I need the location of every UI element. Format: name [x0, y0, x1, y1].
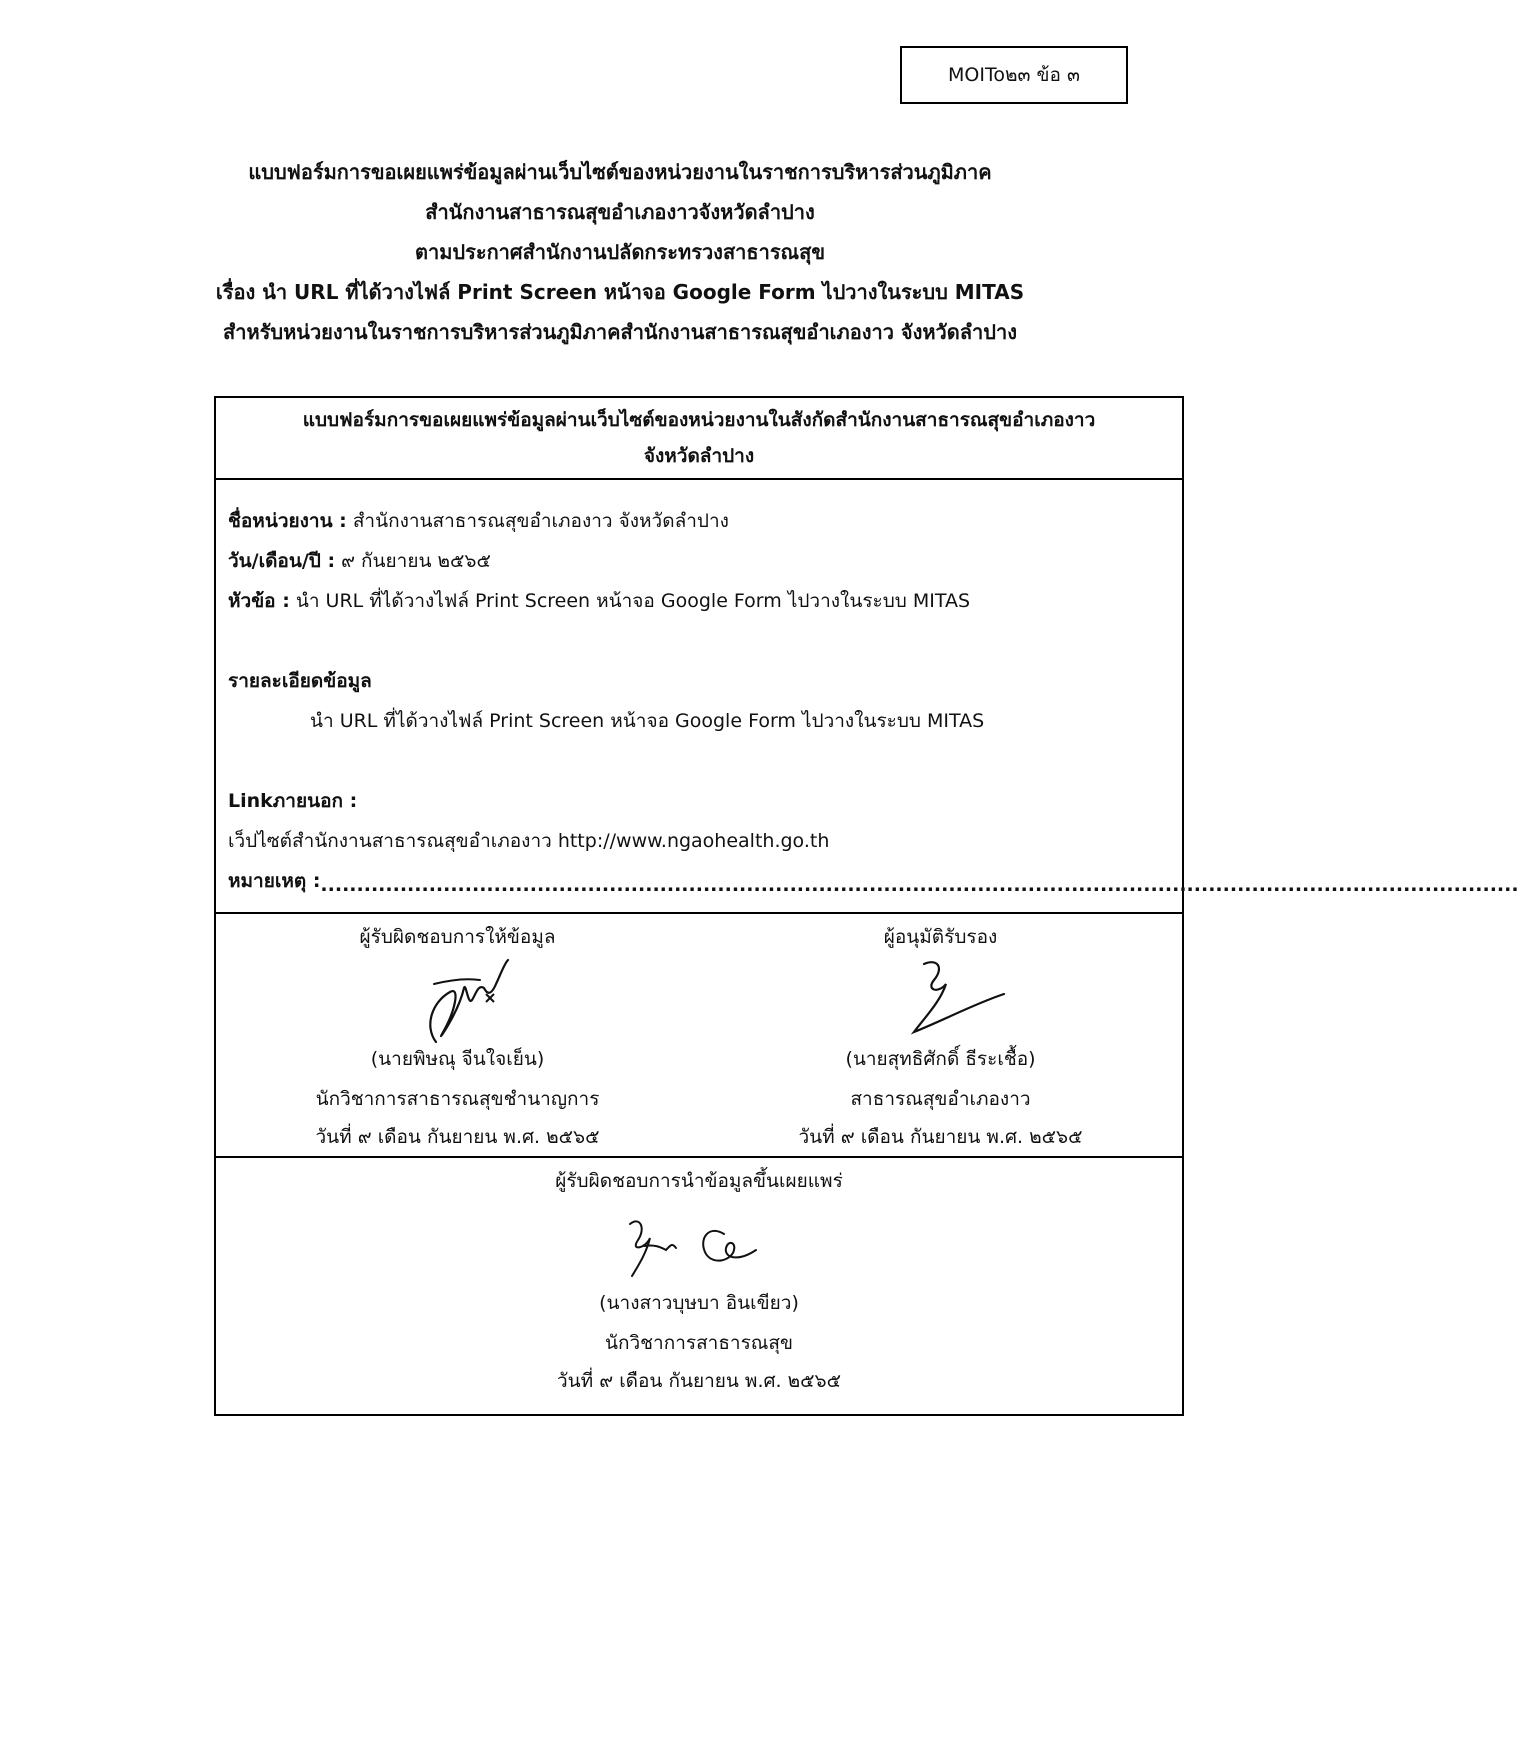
approver-position: สาธารณสุขอำเภองาว	[850, 1088, 1031, 1110]
informant-signature-block	[216, 914, 699, 1156]
publisher-signature-block	[216, 1158, 1182, 1414]
informant-signature-image	[406, 954, 516, 1046]
document-code-box	[900, 46, 1128, 104]
detail-value: นำ URL ที่ได้วางไฟล์ Print Screen หน้าจอ Google Form ไปวางในระบบ MITAS	[310, 710, 985, 732]
form-title-line-1: แบบฟอร์มการขอเผยแพร่ข้อมูลผ่านเว็บไซต์ของหน่วยงานในสังกัดสำนักงานสาธารณสุขอำเภองาว	[302, 409, 1096, 431]
approver-name: (นายสุทธิศักดิ์ ธีระเชื้อ)	[845, 1048, 1036, 1070]
agency-label: ชื่อหน่วยงาน :	[228, 510, 347, 532]
link-value: เว็ปไซต์สำนักงานสาธารณสุขอำเภองาว http://www.ngaohealth.go.th	[228, 830, 830, 852]
approval-signatures	[216, 912, 1182, 1158]
approver-signature-block	[699, 914, 1182, 1156]
detail-label: รายละเอียดข้อมูล	[228, 670, 372, 692]
publisher-role: ผู้รับผิดชอบการนำข้อมูลขึ้นเผยแพร่	[555, 1170, 843, 1192]
agency-value: สำนักงานสาธารณสุขอำเภองาว จังหวัดลำปาง	[346, 510, 729, 532]
informant-name: (นายพิษณุ จีนใจเย็น)	[370, 1048, 545, 1070]
note-row	[228, 866, 1519, 896]
heading-line-2: สำนักงานสาธารณสุขอำเภองาวจังหวัดลำปาง	[425, 200, 815, 224]
note-dotted-line: ......................................................................................................................................................................	[320, 874, 1519, 896]
publisher-name: (นางสาวบุษบา อินเขียว)	[599, 1292, 799, 1314]
publication-form	[214, 396, 1519, 1416]
heading-line-4: เรื่อง นำ URL ที่ได้วางไฟล์ Print Screen หน้าจอ Google Form ไปวางในระบบ MITAS	[215, 280, 1025, 304]
topic-label: หัวข้อ :	[228, 590, 290, 612]
date-label: วัน/เดือน/ปี :	[228, 550, 336, 572]
informant-date: วันที่ ๙ เดือน กันยายน พ.ศ. ๒๕๖๕	[315, 1126, 600, 1148]
topic-row	[228, 586, 970, 616]
publisher-date: วันที่ ๙ เดือน กันยายน พ.ศ. ๒๕๖๕	[557, 1370, 841, 1392]
date-value: ๙ กันยายน ๒๕๖๕	[335, 550, 491, 572]
approver-role: ผู้อนุมัติรับรอง	[883, 926, 998, 948]
form-title	[216, 398, 1182, 480]
heading-line-5: สำหรับหน่วยงานในราชการบริหารส่วนภูมิภาคสำนักงานสาธารณสุขอำเภองาว จังหวัดลำปาง	[223, 320, 1017, 344]
document-code: MOITo๒๓ ข้อ ๓	[948, 64, 1080, 86]
form-title-line-2: จังหวัดลำปาง	[643, 445, 755, 467]
informant-position: นักวิชาการสาธารณสุขชำนาญการ	[315, 1088, 600, 1110]
publisher-position: นักวิชาการสาธารณสุข	[604, 1332, 794, 1354]
heading-line-1: แบบฟอร์มการขอเผยแพร่ข้อมูลผ่านเว็บไซต์ของหน่วยงานในราชการบริหารส่วนภูมิภาค	[248, 160, 992, 184]
date-row	[228, 546, 491, 576]
agency-row	[228, 506, 729, 536]
document-heading	[0, 152, 1240, 352]
link-label: Linkภายนอก :	[228, 790, 358, 812]
informant-role: ผู้รับผิดชอบการให้ข้อมูล	[359, 926, 556, 948]
note-label: หมายเหตุ :	[228, 870, 321, 892]
publisher-signature-image	[616, 1210, 776, 1280]
approver-signature-image	[904, 954, 1014, 1042]
approver-date: วันที่ ๙ เดือน กันยายน พ.ศ. ๒๕๖๕	[798, 1126, 1083, 1148]
topic-value: นำ URL ที่ได้วางไฟล์ Print Screen หน้าจอ Google Form ไปวางในระบบ MITAS	[289, 590, 971, 612]
heading-line-3: ตามประกาศสำนักงานปลัดกระทรวงสาธารณสุข	[414, 240, 825, 264]
